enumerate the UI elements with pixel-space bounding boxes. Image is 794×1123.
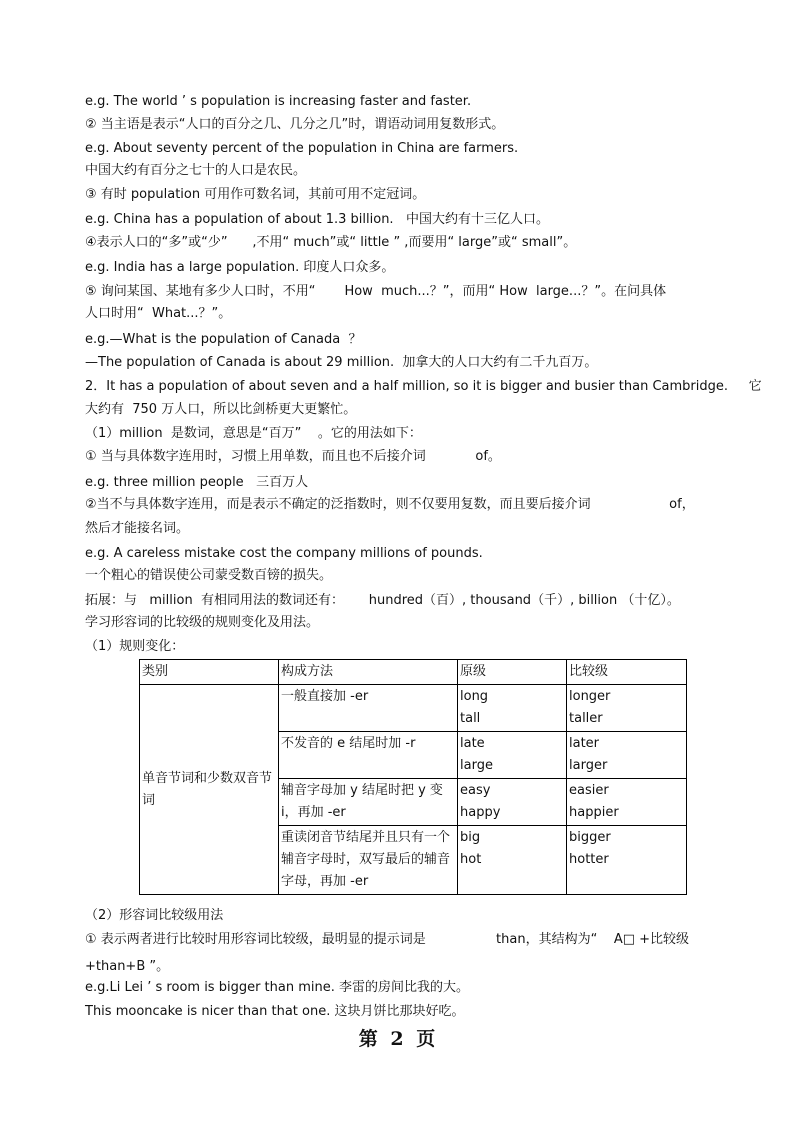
comparative-word: hotter — [569, 852, 609, 867]
base-cell — [458, 685, 567, 732]
text-line: ③ 有时 population 可用作可数名词，其前可用不定冠词。 — [85, 187, 426, 202]
comparative-word: easier — [569, 783, 609, 798]
comparative-word: longer — [569, 689, 611, 704]
text-line: 学习形容词的比较级的规则变化及用法。 — [85, 615, 320, 630]
text-line: （2）形容词比较级用法 — [85, 908, 224, 923]
text-line: e.g. India has a large population. 印度人口众多。 — [85, 260, 395, 275]
text-line: 一个粗心的错误使公司蒙受数百镑的损失。 — [85, 568, 333, 583]
table-row — [140, 685, 687, 732]
text-line: ④表示人口的“多”或“少” ,不用“ much”或“ little ” ,而要用“ large”或“ small”。 — [85, 235, 577, 250]
base-cell — [458, 826, 567, 895]
table-header-row — [140, 660, 687, 685]
text-line: ① 当与具体数字连用时，习惯上用单数，而且也不后接介词 of。 — [85, 449, 501, 464]
text-line: e.g. A careless mistake cost the company millions of pounds. — [85, 546, 483, 561]
base-word: hot — [460, 852, 482, 867]
base-word: long — [460, 689, 489, 704]
base-word: easy — [460, 783, 491, 798]
comparative-word: later — [569, 736, 600, 751]
text-line: 人口时用“ What...？”。 — [85, 306, 232, 321]
method-cell: 重读闭音节结尾并且只有一个辅音字母时，双写最后的辅音字母，再加 -er — [279, 826, 458, 895]
page-number: 第 2 页 — [358, 1028, 436, 1050]
text-line: ②当不与具体数字连用，而是表示不确定的泛指数时，则不仅要用复数，而且要后接介词 of， — [85, 497, 695, 512]
category-cell: 单音节词和少数双音节词 — [140, 685, 279, 895]
text-line: （1）规则变化： — [85, 639, 185, 654]
base-word: happy — [460, 805, 501, 820]
comparative-word: larger — [569, 758, 608, 773]
text-line: +than+B ”。 — [85, 959, 170, 974]
text-line: e.g. three million people 三百万人 — [85, 475, 309, 490]
text-line: 拓展：与 million 有相同用法的数词还有： hundred（百）, thousand（千）, billion （十亿）。 — [85, 593, 680, 608]
base-word: large — [460, 758, 493, 773]
comparative-rules-table — [139, 659, 687, 895]
text-line: 然后才能接名词。 — [85, 521, 190, 536]
comparative-word: taller — [569, 711, 603, 726]
comparative-word: happier — [569, 805, 619, 820]
comparative-cell — [567, 732, 687, 779]
text-line: —The population of Canada is about 29 million. 加拿大的人口大约有二千九百万。 — [85, 355, 598, 370]
header-comparative: 比较级 — [567, 660, 687, 685]
text-line: ② 当主语是表示“人口的百分之几、几分之几”时，谓语动词用复数形式。 — [85, 117, 505, 132]
text-line: This mooncake is nicer than that one. 这块月饼比那块好吃。 — [85, 1004, 465, 1019]
comparative-cell — [567, 685, 687, 732]
base-cell — [458, 779, 567, 826]
header-base: 原级 — [458, 660, 567, 685]
text-line: e.g. China has a population of about 1.3 billion. 中国大约有十三亿人口。 — [85, 212, 549, 227]
text-line: ⑤ 询问某国、某地有多少人口时，不用“ How much...？”，而用“ How large...？”。在问具体 — [85, 284, 667, 299]
header-method: 构成方法 — [279, 660, 458, 685]
base-word: late — [460, 736, 485, 751]
method-cell: 不发音的 e 结尾时加 -r — [279, 732, 458, 779]
text-line: e.g. About seventy percent of the population in China are farmers. — [85, 141, 519, 156]
comparative-cell — [567, 779, 687, 826]
text-line: 大约有 750 万人口，所以比剑桥更大更繁忙。 — [85, 402, 357, 417]
base-cell — [458, 732, 567, 779]
text-line: ① 表示两者进行比较时用形容词比较级，最明显的提示词是 than，其结构为“ A□ +比较级 — [85, 932, 690, 947]
base-word: big — [460, 830, 481, 845]
text-line: e.g.Li Lei ’ s room is bigger than mine. 李雷的房间比我的大。 — [85, 980, 470, 995]
comparative-word: bigger — [569, 830, 611, 845]
base-word: tall — [460, 711, 481, 726]
text-line: 2．It has a population of about seven and a half million, so it is bigger and busier than Cambridge. 它 — [85, 379, 762, 394]
method-cell: 一般直接加 -er — [279, 685, 458, 732]
method-cell: 辅音字母加 y 结尾时把 y 变 i，再加 -er — [279, 779, 458, 826]
text-line: e.g.—What is the population of Canada ？ — [85, 332, 362, 347]
comparative-cell — [567, 826, 687, 895]
text-line: e.g. The world ’ s population is increasing faster and faster. — [85, 94, 472, 109]
text-line: 中国大约有百分之七十的人口是农民。 — [85, 163, 307, 178]
text-line: （1）million 是数词，意思是“百万” 。它的用法如下： — [85, 426, 422, 441]
header-category: 类别 — [140, 660, 279, 685]
